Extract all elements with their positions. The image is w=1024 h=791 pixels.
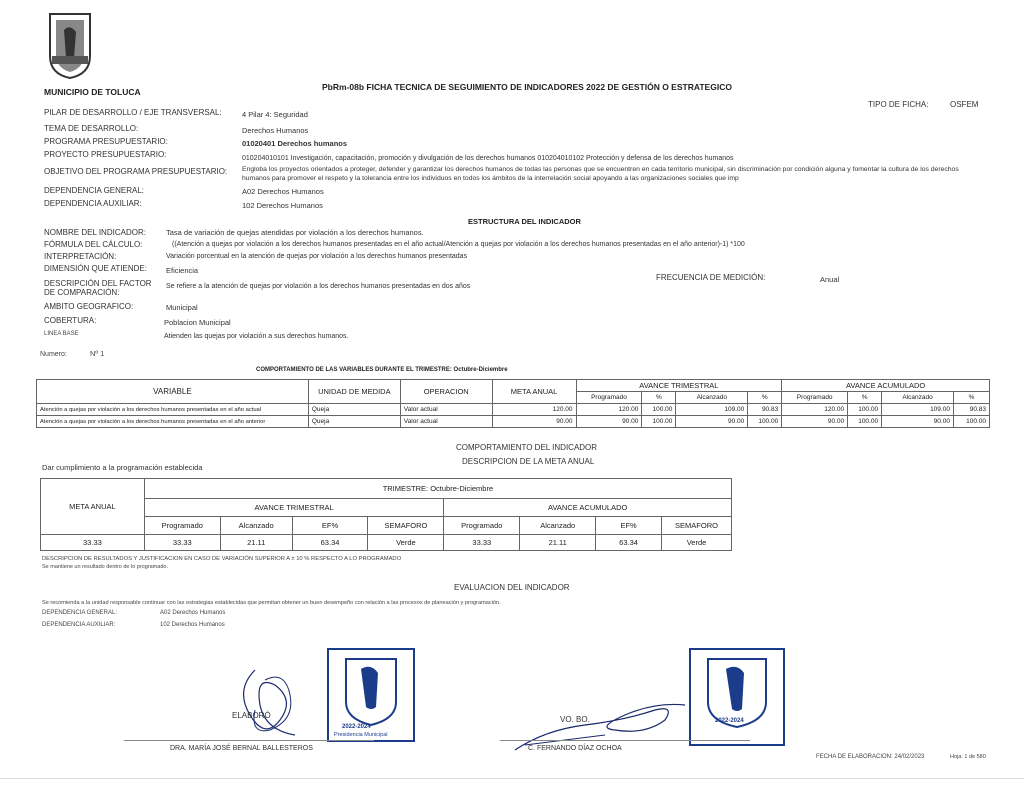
table-row: 33.33 33.33 21.11 63.34 Verde 33.33 21.11 63.34 Verde	[41, 535, 732, 551]
ambito-label: AMBITO GEOGRAFICO:	[44, 302, 134, 311]
elaboro-label: ELABORÓ	[232, 711, 271, 720]
col-a-alc: Alcanzado	[882, 392, 954, 404]
stamp-left-year: 2022-2024	[342, 724, 371, 730]
variables-table	[36, 379, 990, 428]
table-row: Atención a quejas por violación a los derechos humanos presentadas en el año anterior Queja Valor actual 90.00 90.00 100.00 90.00 100.00 90.00 100.00 90.00 100.00	[37, 416, 990, 428]
formula-label: FÓRMULA DEL CÁLCULO:	[44, 240, 143, 249]
stamp-left	[326, 647, 416, 743]
results-label: DESCRIPCION DE RESULTADOS Y JUSTIFICACION EN CASO DE VARIACIÓN SUPERIOR A ± 10 % RESPECTO A LO PROGRAMADO	[42, 556, 402, 562]
proyecto-value: 010204010101 Investigación, capacitación, promoción y divulgación de los derechos humanos 010204010102 Protección y defensa de los derechos humanos	[242, 155, 734, 162]
evaluation-text: Se recomienda a la unidad responsable continuar con las estrategias establecidas que permitan obtener un buen desempeño con relación a las procesos de planeación y programación.	[42, 600, 501, 606]
behavior-table: META ANUAL TRIMESTRE: Octubre-Diciembre AVANCE TRIMESTRAL AVANCE ACUMULADO Programado Alcanzado EF% SEMAFORO Programado Alcanzado EF% SEMAFORO 33.33 33.33 21.11 63.34 Verde 33.33 21.11 63.34 Verde	[40, 478, 732, 551]
stamp-right	[688, 647, 786, 747]
page-number: Hoja: 1 de 580	[950, 754, 986, 760]
col-t-pct2: %	[748, 392, 782, 404]
proyecto-label: PROYECTO PRESUPUESTARIO:	[44, 150, 167, 159]
eval-dep-aux-label: DEPENDENCIA AUXILIAR:	[42, 622, 116, 628]
col-unit: UNIDAD DE MEDIDA	[308, 380, 400, 404]
elaboro-line	[124, 740, 374, 741]
linea-base-value: Atienden las quejas por violación a sus derechos humanos.	[164, 333, 349, 340]
ambito-value: Municipal	[166, 303, 198, 312]
elaboro-name: DRA. MARÍA JOSÉ BERNAL BALLESTEROS	[170, 745, 313, 752]
behavior-title: COMPORTAMIENTO DEL INDICADOR	[456, 443, 598, 452]
factor-label: DESCRIPCIÓN DEL FACTOR DE COMPARACIÓN:	[44, 279, 152, 297]
cobertura-label: COBERTURA:	[44, 316, 97, 325]
formula-value: ((Atención a quejas por violación a los derechos humanos presentadas en el año actual/Atención a quejas por violación a los derechos humanos presentadas en el año anterior)-1) *100	[172, 241, 745, 248]
interpretacion-value: Variación porcentual en la atención de quejas por violación a los derechos humanos presentadas	[166, 253, 468, 260]
tema-value: Derechos Humanos	[242, 126, 309, 135]
dimension-value: Eficiencia	[166, 266, 199, 275]
col-a-pct2: %	[953, 392, 989, 404]
number-value: Nº 1	[90, 349, 105, 358]
frequency-label: FRECUENCIA DE MEDICIÓN:	[656, 273, 766, 282]
municipal-logo	[46, 12, 94, 80]
indicator-name-label: NOMBRE DEL INDICADOR:	[44, 228, 146, 237]
linea-base-label: LINEA BASE	[44, 331, 79, 337]
sheet-type-label: TIPO DE FICHA:	[868, 100, 929, 109]
col-meta: META ANUAL	[492, 380, 576, 404]
variables-title: COMPORTAMIENTO DE LAS VARIABLES DURANTE EL TRIMESTRE: Octubre-Diciembre	[256, 367, 508, 373]
col-a-pct: %	[848, 392, 882, 404]
structure-title: ESTRUCTURA DEL INDICADOR	[468, 217, 581, 226]
vobo-name: C. FERNANDO DÍAZ OCHOA	[528, 745, 622, 752]
evaluation-title: EVALUACION DEL INDICADOR	[454, 583, 570, 592]
pilar-label: PILAR DE DESARROLLO / EJE TRANSVERSAL:	[44, 108, 222, 117]
programa-value: 01020401 Derechos humanos	[242, 139, 348, 148]
results-text: Se mantiene un resultado dentro de lo programado.	[42, 564, 168, 570]
factor-value: Se refiere a la atención de quejas por violación a los derechos humanos presentadas en dos años	[166, 283, 471, 290]
behavior-subtitle: DESCRIPCION DE LA META ANUAL	[462, 457, 595, 466]
number-label: Numero:	[40, 351, 67, 358]
elaboration-date: FECHA DE ELABORACION: 24/02/2023	[816, 754, 925, 760]
interpretacion-label: INTERPRETACIÓN:	[44, 252, 117, 261]
avance-acum-header: AVANCE ACUMULADO	[444, 499, 732, 517]
table-row: Atención a quejas por violación a los derechos humanos presentadas en el año actual Queja Valor actual 120.00 120.00 100.00 109.00 90.83 120.00 100.00 109.00 90.83	[37, 404, 990, 416]
avance-trim-header: AVANCE TRIMESTRAL	[144, 499, 444, 517]
dep-auxiliar-value: 102 Derechos Humanos	[242, 201, 323, 210]
objetivo-value: Engloba los proyectos orientados a proteger, defender y garantizar los derechos humanos de todas las personas que se encuentren en cada territorio municipal, sin discriminación por condición alguna y fomentar la cultura de los derechos humanos para promover el respeto y la tolerancia entre los individuos en todos los ámbitos de la interrelación social apoyando a las organizaciones sociales que imp	[242, 166, 959, 182]
col-t-alc: Alcanzado	[676, 392, 748, 404]
vobo-label: VO. BO.	[560, 715, 590, 724]
eval-dep-gen-label: DEPENDENCIA GENERAL:	[42, 610, 118, 616]
col-operation: OPERACION	[400, 380, 492, 404]
programa-label: PROGRAMA PRESUPUESTARIO:	[44, 137, 168, 146]
dep-general-label: DEPENDENCIA GENERAL:	[44, 186, 145, 195]
bottom-divider	[0, 778, 1024, 779]
trimestre-header: TRIMESTRE: Octubre-Diciembre	[144, 479, 731, 499]
dep-auxiliar-label: DEPENDENCIA AUXILIAR:	[44, 199, 142, 208]
page-title: PbRm-08b FICHA TECNICA DE SEGUIMIENTO DE INDICADORES 2022 DE GESTIÓN O ESTRATEGICO	[322, 82, 732, 92]
signature-elaboro	[225, 660, 325, 750]
dimension-label: DIMENSIÓN QUE ATIENDE:	[44, 264, 147, 273]
eval-dep-aux-value: 102 Derechos Humanos	[160, 622, 225, 628]
objetivo-label: OBJETIVO DEL PROGRAMA PRESUPUESTARIO:	[44, 167, 228, 176]
eval-dep-gen-value: A02 Derechos Humanos	[160, 610, 226, 616]
municipality-name: MUNICIPIO DE TOLUCA	[44, 87, 141, 97]
tema-label: TEMA DE DESARROLLO:	[44, 124, 139, 133]
col-t-pct: %	[642, 392, 676, 404]
col-variable: VARIABLE	[37, 380, 309, 404]
col-avance-trim: AVANCE TRIMESTRAL	[576, 380, 782, 392]
col-a-prog: Programado	[782, 392, 848, 404]
col-t-prog: Programado	[576, 392, 642, 404]
frequency-value: Anual	[820, 275, 840, 284]
dep-general-value: A02 Derechos Humanos	[242, 187, 324, 196]
pilar-value: 4 Pilar 4: Seguridad	[242, 110, 308, 119]
col-avance-acum: AVANCE ACUMULADO	[782, 380, 990, 392]
indicator-name-value: Tasa de variación de quejas atendidas por violación a los derechos humanos.	[166, 228, 424, 237]
meta-anual-header: META ANUAL	[41, 479, 145, 535]
stamp-left-sub: Presidencia Municipal	[334, 732, 388, 738]
vobo-line	[500, 740, 750, 741]
meta-description: Dar cumplimiento a la programación establecida	[42, 463, 203, 472]
sheet-type-value: OSFEM	[950, 100, 979, 109]
stamp-right-year: 2022-2024	[715, 718, 744, 724]
cobertura-value: Poblacion Municipal	[164, 318, 231, 327]
